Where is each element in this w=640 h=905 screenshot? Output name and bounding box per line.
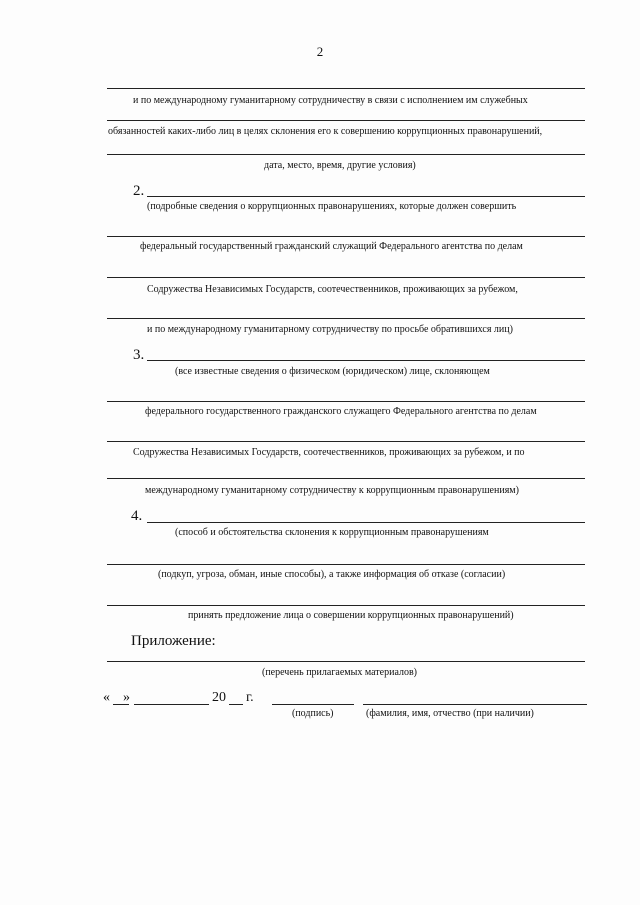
signature-line [272,704,354,705]
name-caption: (фамилия, имя, отчество (при наличии) [366,708,534,719]
caption: дата, место, время, другие условия) [264,160,416,171]
fill-line [107,277,585,278]
caption: Содружества Независимых Государств, соотечественников, проживающих за рубежом, и по [133,447,525,458]
caption: и по международному гуманитарному сотрудничеству в связи с исполнением им служебных [133,95,528,106]
fill-line [107,236,585,237]
fill-line [107,120,585,121]
fill-line [107,605,585,606]
year-line [229,704,243,705]
name-line [363,704,587,705]
fill-line [107,401,585,402]
item-number: 3. [133,347,145,363]
fill-line [147,196,585,197]
caption: обязанностей каких-либо лиц в целях склонения его к совершению коррупционных правонарушений, [108,126,543,137]
date-close-quote: » [123,690,130,705]
fill-line [107,564,585,565]
item-number: 4. [131,508,143,524]
attachment-heading: Приложение: [131,633,216,649]
year-suffix: г. [246,690,254,705]
date-open-quote: « [103,690,110,705]
caption: федерального государственного гражданского служащего Федерального агентства по делам [145,406,537,417]
caption: (все известные сведения о физическом (юридическом) лице, склоняющем [175,366,490,377]
caption: международному гуманитарному сотрудничеству к коррупционным правонарушениям) [145,485,519,496]
fill-line [147,522,585,523]
fill-line [107,88,585,89]
caption: (способ и обстоятельства склонения к коррупционным правонарушениям [175,527,489,538]
fill-line [107,154,585,155]
caption: Содружества Независимых Государств, соотечественников, проживающих за рубежом, [147,284,518,295]
fill-line [107,441,585,442]
item-number: 2. [133,183,145,199]
fill-line [147,360,585,361]
caption: принять предложение лица о совершении коррупционных правонарушений) [188,610,514,621]
caption: (подробные сведения о коррупционных правонарушениях, которые должен совершить [147,201,517,212]
caption: и по международному гуманитарному сотрудничеству по просьбе обратившихся лиц) [147,324,513,335]
caption: федеральный государственный гражданский служащий Федерального агентства по делам [140,241,523,252]
caption: (перечень прилагаемых материалов) [262,667,418,678]
year-prefix: 20 [212,690,226,705]
caption: (подкуп, угроза, обман, иные способы), а также информация об отказе (согласии) [158,569,506,580]
page-number: 2 [316,44,324,59]
fill-line [107,318,585,319]
fill-line [107,661,585,662]
fill-line [107,478,585,479]
signature-caption: (подпись) [292,708,334,719]
month-line [134,704,209,705]
